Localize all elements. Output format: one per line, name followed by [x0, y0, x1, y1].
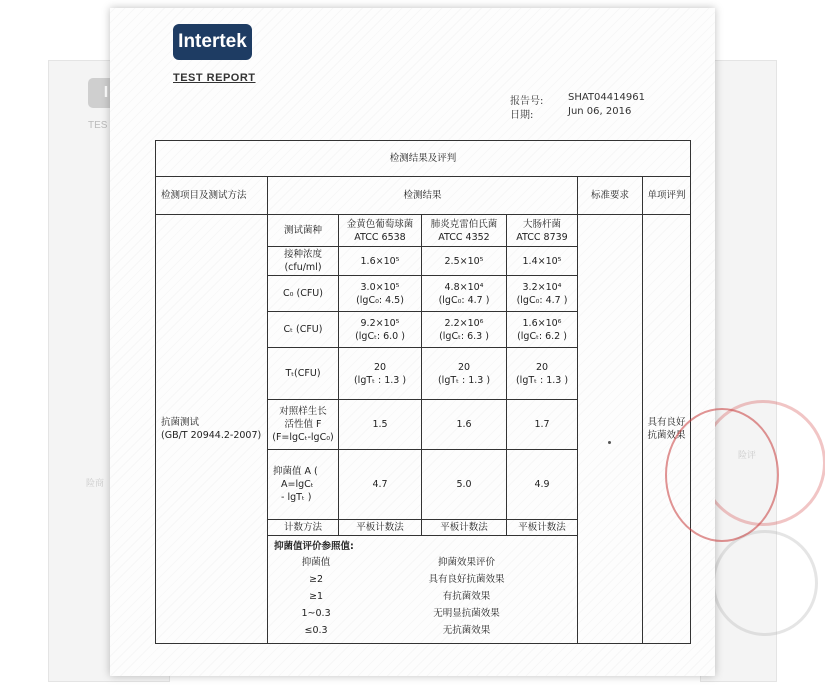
test-item-name: 抗菌测试 — [161, 417, 200, 428]
reference-value: ≤0.3 — [304, 625, 328, 636]
inoculum-label: 接种浓度 (cfu/ml) — [268, 247, 339, 276]
count-value: 平板计数法 — [339, 520, 422, 536]
test-item-method: (GB/T 20944.2-2007) — [161, 430, 262, 441]
inoculum-value: 1.6×10⁵ — [339, 247, 422, 276]
results-table — [155, 140, 691, 644]
reference-title: 抑菌值评价参照值: — [274, 541, 354, 552]
standard-cell — [578, 215, 643, 644]
background-mark-right: 险评 — [738, 451, 757, 461]
report-no: SHAT04414961 — [568, 92, 645, 103]
reference-table — [272, 539, 573, 639]
ct-label: Cₜ (CFU) — [268, 312, 339, 348]
reference-value: ≥1 — [309, 591, 324, 602]
intertek-logo: Intertek — [173, 24, 252, 60]
table-heading: 检测结果及评判 — [156, 141, 691, 177]
c0-value: 3.2×10⁴ (lgC₀: 4.7 ) — [507, 276, 578, 312]
a-value: 4.9 — [507, 450, 578, 520]
col-header-item: 检测项目及测试方法 — [156, 177, 268, 215]
test-item-cell — [156, 215, 268, 644]
ct-value: 1.6×10⁶ (lgCₜ: 6.2 ) — [507, 312, 578, 348]
count-value: 平板计数法 — [507, 520, 578, 536]
count-label: 计数方法 — [268, 520, 339, 536]
background-mark-left: 险商 — [86, 479, 105, 489]
reference-value: 1~0.3 — [301, 608, 331, 619]
verdict-cell: 具有良好抗菌效果 — [643, 215, 691, 644]
strain-cell: 肺炎克雷伯氏菌 ATCC 4352 — [422, 215, 507, 247]
reference-effect: 有抗菌效果 — [442, 591, 491, 602]
reference-col-b: 抑菌效果评价 — [438, 557, 496, 568]
tt-value: 20 (lgTₜ : 1.3 ) — [339, 348, 422, 400]
strain-label: 测试菌种 — [268, 215, 339, 247]
reference-value: ≥2 — [309, 574, 324, 585]
count-value: 平板计数法 — [422, 520, 507, 536]
f-label: 对照样生长 活性值 F (F=lgCₜ-lgC₀) — [268, 400, 339, 450]
report-title: TEST REPORT — [173, 72, 256, 84]
reference-effect: 无明显抗菌效果 — [433, 608, 500, 619]
strain-cell: 金黄色葡萄球菌 ATCC 6538 — [339, 215, 422, 247]
reference-effect: 具有良好抗菌效果 — [428, 574, 505, 585]
background-subtitle: TES — [88, 120, 108, 131]
reference-col-a: 抑菌值 — [301, 557, 331, 568]
inoculum-value: 1.4×10⁵ — [507, 247, 578, 276]
ct-value: 2.2×10⁶ (lgCₜ: 6.3 ) — [422, 312, 507, 348]
f-value: 1.7 — [507, 400, 578, 450]
a-value: 5.0 — [422, 450, 507, 520]
inoculum-value: 2.5×10⁵ — [422, 247, 507, 276]
tt-label: Tₜ(CFU) — [268, 348, 339, 400]
f-value: 1.6 — [422, 400, 507, 450]
ct-value: 9.2×10⁵ (lgCₜ: 6.0 ) — [339, 312, 422, 348]
report-no-label: 报告号: — [510, 96, 544, 107]
col-header-standard: 标准要求 — [578, 177, 643, 215]
c0-value: 3.0×10⁵ (lgC₀: 4.5) — [339, 276, 422, 312]
f-value: 1.5 — [339, 400, 422, 450]
date-label: 日期: — [510, 110, 534, 121]
col-header-result: 检测结果 — [268, 177, 578, 215]
test-report-page — [110, 8, 715, 676]
c0-value: 4.8×10⁴ (lgC₀: 4.7 ) — [422, 276, 507, 312]
background-stamp-grey — [712, 530, 818, 636]
col-header-verdict: 单项评判 — [643, 177, 691, 215]
c0-label: C₀ (CFU) — [268, 276, 339, 312]
mark-dot — [608, 441, 611, 444]
reference-effect: 无抗菌效果 — [442, 625, 491, 636]
tt-value: 20 (lgTₜ : 1.3 ) — [507, 348, 578, 400]
report-date: Jun 06, 2016 — [568, 106, 632, 117]
reference-cell — [268, 536, 578, 644]
background-logo: I — [88, 78, 124, 108]
background-stamp-red — [700, 400, 825, 526]
a-label: 抑菌值 A ( A=lgCₜ - lgTₜ ) — [268, 450, 339, 520]
a-value: 4.7 — [339, 450, 422, 520]
strain-cell: 大肠杆菌 ATCC 8739 — [507, 215, 578, 247]
tt-value: 20 (lgTₜ : 1.3 ) — [422, 348, 507, 400]
